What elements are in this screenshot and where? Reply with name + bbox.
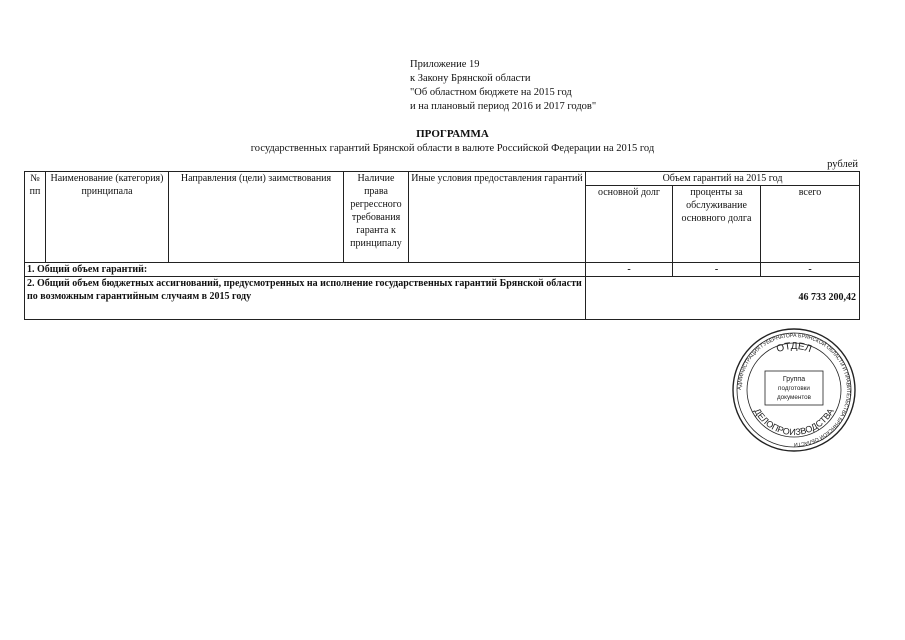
row-total-total: - bbox=[761, 263, 860, 277]
appendix-line-4: и на плановый период 2016 и 2017 годов" bbox=[410, 101, 597, 112]
guarantees-table bbox=[24, 171, 860, 320]
appendix-line-2: к Закону Брянской области bbox=[410, 73, 531, 84]
appendix-line-3: "Об областном бюджете на 2015 год bbox=[410, 87, 572, 98]
stamp-bottom-arc: ДЕЛОПРОИЗВОДСТВА bbox=[752, 406, 836, 438]
stamp-outer-text: АДМИНИСТРАЦИЯ ГУБЕРНАТОРА БРЯНСКОЙ ОБЛАСТИ И ПРАВИТЕЛЬСТВА БРЯНСКОЙ ОБЛАСТИ bbox=[736, 332, 852, 448]
header-conditions: Иные условия предоставления гарантий bbox=[409, 172, 586, 263]
stamp-center-line-3: документов bbox=[776, 394, 812, 401]
row-total-guarantees-label: 1. Общий объем гарантий: bbox=[25, 263, 586, 277]
appendix-line-1: Приложение 19 bbox=[410, 59, 480, 70]
stamp-center-line-2: подготовки bbox=[778, 385, 810, 392]
header-interest: проценты за обслуживание основного долга bbox=[673, 186, 761, 263]
header-volume: Объем гарантий на 2015 год bbox=[586, 172, 860, 186]
header-principal-debt: основной долг bbox=[586, 186, 673, 263]
stamp-center-line-1: Группа bbox=[782, 376, 806, 383]
header-purpose: Направления (цели) заимствования bbox=[169, 172, 344, 263]
header-recourse: Наличие права регрессного требования гаранта к принципалу bbox=[344, 172, 409, 263]
appendix-header bbox=[410, 58, 596, 114]
stamp-top-arc: ОТДЕЛ bbox=[775, 340, 813, 356]
table-row bbox=[25, 263, 860, 277]
header-total: всего bbox=[761, 186, 860, 263]
table-row bbox=[25, 277, 860, 320]
units-label: рублей bbox=[827, 159, 858, 170]
document-subtitle: государственных гарантий Брянской области в валюте Российской Федерации на 2015 год bbox=[250, 143, 655, 154]
header-row-1 bbox=[25, 172, 860, 186]
header-num: № пп bbox=[25, 172, 46, 263]
row-allocations-label: 2. Общий объем бюджетных ассигнований, предусмотренных на исполнение государственных гарантий Брянской области по возможным гарантийным случаям в 2015 году bbox=[25, 277, 586, 320]
row-allocations-amount: 46 733 200,42 bbox=[586, 277, 860, 320]
row-total-interest: - bbox=[673, 263, 761, 277]
row-total-principal-debt: - bbox=[586, 263, 673, 277]
header-principal: Наименование (категория) принципала bbox=[46, 172, 169, 263]
document-title: ПРОГРАММА bbox=[416, 128, 489, 140]
official-stamp bbox=[731, 327, 857, 453]
